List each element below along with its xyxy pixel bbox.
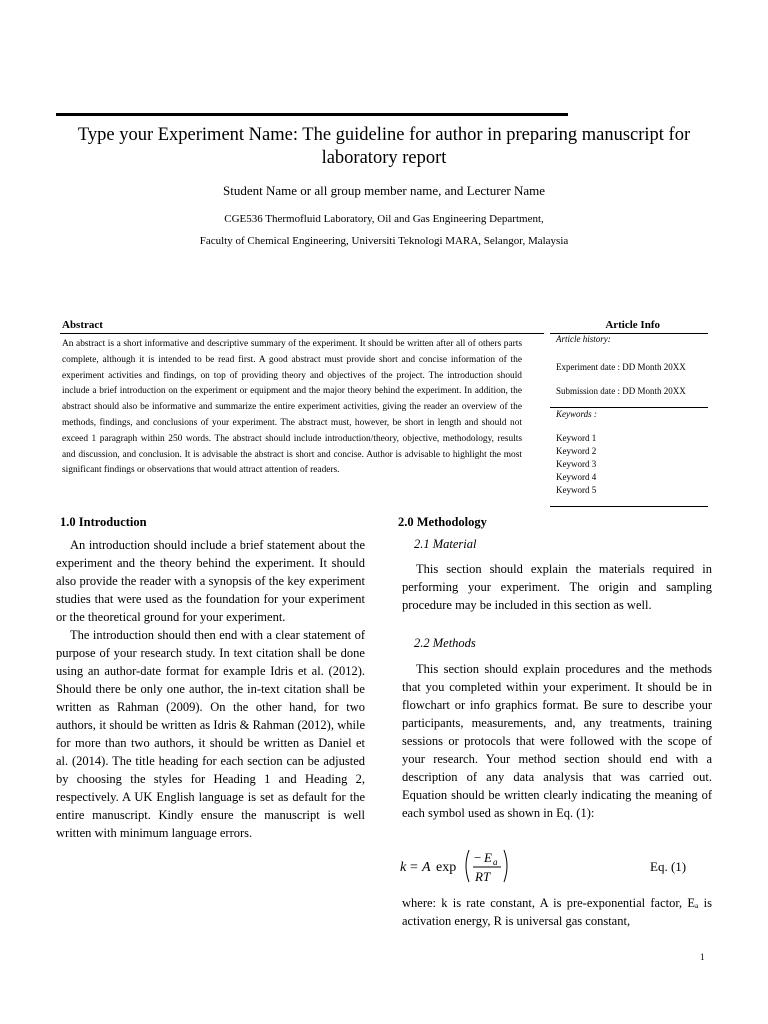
where-body	[402, 894, 712, 930]
introduction-paragraph-2: The introduction should then end with a clear statement of purpose of your research study. In text citation shall be done using an author-date format for example Idris et al. (2012). Should there be only one author, the in-text citation shall be written as Rahman (2009). On the other hand, for two authors, it should be written as Idris & Rahman (2012), while for more than two authors, it should be written as Daniel et al. (2014). The title heading for each section can be adjusted by choosing the styles for Heading 1 and Heading 2, respectively. A UK English language is set as default for the entire manuscript. Kindly ensure the manuscript is well written with minimum language errors.	[56, 628, 365, 840]
affiliation-line-1: CGE536 Thermofluid Laboratory, Oil and Gas Engineering Department,	[224, 213, 544, 225]
eq-denominator: RT	[475, 869, 491, 884]
article-info-heading: Article Info	[605, 319, 660, 331]
author-line: Student Name or all group member name, and Lecturer Name	[223, 183, 545, 198]
material-heading: 2.1 Material	[414, 537, 477, 551]
article-info-rule-bottom	[550, 506, 708, 507]
methodology-heading: 2.0 Methodology	[398, 515, 487, 529]
eq-right-paren	[504, 850, 507, 882]
eq-prefactor: A	[422, 860, 431, 875]
keyword-item: Keyword 5	[556, 485, 597, 495]
introduction-paragraph-1: An introduction should include a brief statement about the experiment and the theory behind the experiment. It should also provide the reader with a synopsis of the key experiment studies that were used as the foundation for your experiment or the theoretical ground for your experiment.	[56, 538, 365, 624]
eq-numerator-var: E	[484, 850, 492, 865]
eq-left-paren	[466, 850, 469, 882]
eq-equals: =	[410, 860, 418, 875]
keyword-item: Keyword 2	[556, 446, 597, 456]
article-history-label: Article history:	[556, 334, 611, 344]
eq-numerator-sub: a	[493, 857, 498, 867]
methods-body	[402, 660, 712, 822]
eq-numerator-sign: −	[474, 850, 482, 865]
abstract-text: An abstract is a short informative and descriptive summary of the experiment. It should be written after all of others parts complete, although it is intended to be read first. A good abstract must provide short and concise information of the experiment activities and findings, on top of providing theory and objectives of the project. The introduction should include a brief introduction on the experiment or equipment and the major theory behind the experiment. In addition, the abstract should also be informative and summarize the entire experiment activities, giving the reader an overview of the methods, findings, and conclusions of your experiment. The abstract must, however, be short in length and should not exceed 1 paragraph within 250 words. The abstract should include introduction/theory, objective, methodology, results and discussion, and conclusion. It is advisable the abstract is short and concise. Author is advisable to highlight the most significant findings or observations that would attract attention of readers.	[62, 339, 522, 476]
article-info-rule-mid	[550, 407, 708, 408]
introduction-heading: 1.0 Introduction	[60, 515, 147, 529]
abstract-heading: Abstract	[62, 319, 103, 331]
equation-1	[400, 846, 712, 886]
keyword-item: Keyword 1	[556, 433, 597, 443]
material-paragraph: This section should explain the materials required in performing your experiment. The origin and sampling procedure may be included in this section as well.	[402, 562, 712, 612]
submission-date: Submission date : DD Month 20XX	[556, 386, 686, 396]
introduction-body	[56, 536, 365, 842]
where-paragraph: where: k is rate constant, A is pre-exponential factor, Eₐ is activation energy, R is universal gas constant,	[402, 896, 712, 928]
methods-paragraph: This section should explain procedures and the methods that you completed within your experiment. It should be in flowchart or info graphics format. Be sure to describe your participants, measurements, and, any treatments, training sessions or protocols that were followed with the scope of your research. Your method section should end with a description of any data analysis that was carried out. Equation should be written clearly indicating the meaning of each symbol used as shown in Eq. (1):	[402, 662, 712, 820]
material-body	[402, 560, 712, 614]
keywords-label: Keywords :	[556, 409, 597, 419]
abstract-rule	[60, 333, 544, 334]
page-number: 1	[700, 952, 705, 962]
experiment-date: Experiment date : DD Month 20XX	[556, 362, 686, 372]
eq-exp: exp	[436, 860, 457, 875]
title-rule	[56, 113, 568, 116]
eq-lhs: k	[400, 860, 407, 875]
equation-graphic	[400, 846, 712, 886]
keyword-item: Keyword 4	[556, 472, 597, 482]
paper-title: Type your Experiment Name: The guideline for author in preparing manuscript for laboratory report	[77, 125, 691, 168]
affiliation-line-2: Faculty of Chemical Engineering, Universiti Teknologi MARA, Selangor, Malaysia	[199, 235, 569, 247]
methods-heading: 2.2 Methods	[414, 636, 476, 650]
eq-label: Eq. (1)	[650, 859, 687, 874]
keyword-item: Keyword 3	[556, 459, 597, 469]
